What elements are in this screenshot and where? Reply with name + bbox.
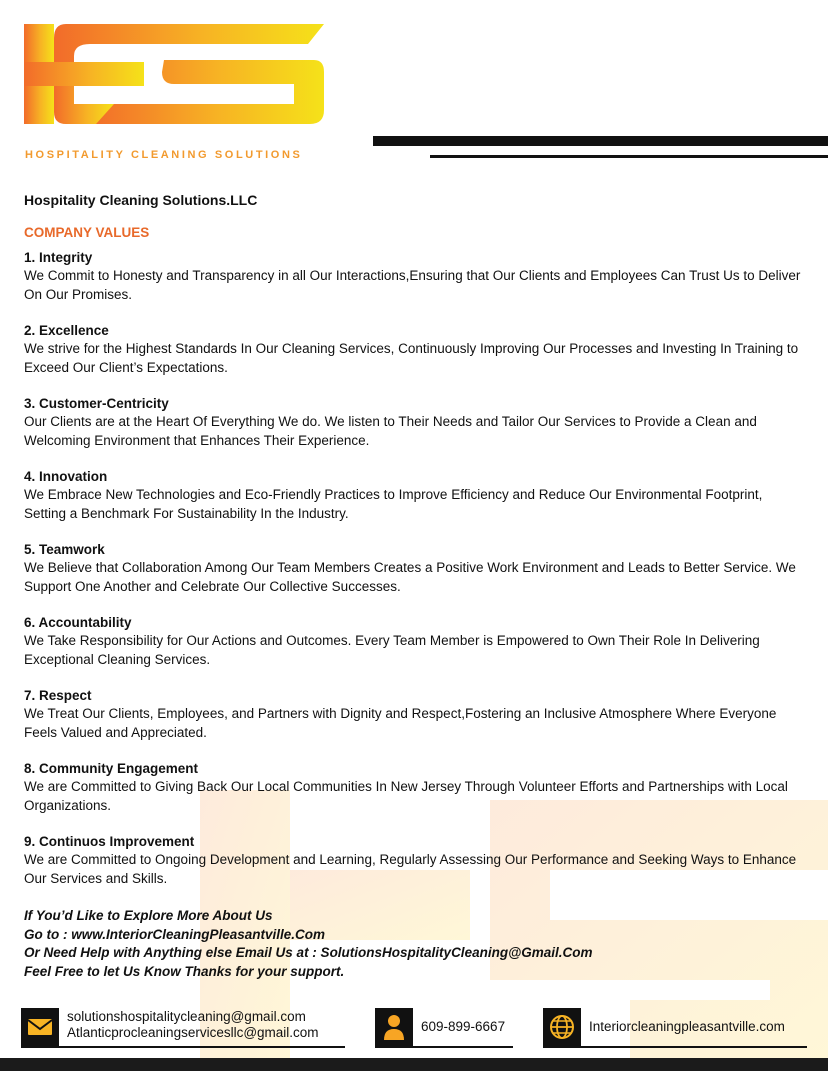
closing-line-website[interactable]: Go to : www.InteriorCleaningPleasantville.Com: [24, 926, 326, 942]
contact-phone: [375, 1008, 505, 1046]
value-title: 9. Continuos Improvement: [24, 834, 195, 849]
person-icon: [375, 1008, 413, 1046]
value-item: [24, 541, 804, 614]
phone-underline: [375, 1046, 513, 1048]
closing-line-email[interactable]: Or Need Help with Anything else Email Us at : SolutionsHospitalityCleaning@Gmail.Com: [24, 945, 593, 960]
header-divider-thin: [430, 155, 828, 158]
value-item: [24, 833, 804, 906]
section-title: COMPANY VALUES: [24, 225, 150, 240]
value-title: 1. Integrity: [24, 250, 93, 265]
value-item: [24, 322, 804, 395]
value-item: [24, 760, 804, 833]
email-underline: [21, 1046, 345, 1048]
values-list: [24, 249, 804, 906]
value-description: We Embrace New Technologies and Eco-Friendly Practices to Improve Efficiency and Reduce Our Environmental Footprint, Setting a Benchmark For Sustainability In the Industry.: [24, 487, 763, 521]
value-description: Our Clients are at the Heart Of Everything We do. We listen to Their Needs and Tailor Our Services to Provide a Clean and Welcoming Environment that Enhances Their Experience.: [24, 414, 757, 448]
closing-line-explore: If You’d Like to Explore More About Us: [24, 908, 273, 923]
footer-bar: [0, 1058, 828, 1071]
header-divider-thick: [373, 136, 828, 146]
closing-message: [24, 907, 593, 981]
contact-website: [543, 1008, 785, 1046]
value-title: 7. Respect: [24, 688, 92, 703]
email-secondary[interactable]: Atlanticprocleaningservicesllc@gmail.com: [67, 1025, 319, 1040]
value-title: 6. Accountability: [24, 615, 132, 630]
value-item: [24, 249, 804, 322]
value-title: 3. Customer-Centricity: [24, 396, 169, 411]
value-item: [24, 614, 804, 687]
brand-tagline: HOSPITALITY CLEANING SOLUTIONS: [25, 149, 303, 161]
contact-email: [21, 1008, 319, 1046]
value-title: 8. Community Engagement: [24, 761, 199, 776]
value-description: We are Committed to Giving Back Our Local Communities In New Jersey Through Volunteer Efforts and Partnerships with Local Organizations.: [24, 779, 788, 813]
value-title: 5. Teamwork: [24, 542, 105, 557]
value-description: We are Committed to Ongoing Development and Learning, Regularly Assessing Our Performance and Seeking Ways to Enhance Our Services and Skills.: [24, 852, 797, 886]
value-description: We Treat Our Clients, Employees, and Partners with Dignity and Respect,Fostering an Inclusive Atmosphere Where Everyone Feels Valued and Appreciated.: [24, 706, 777, 740]
value-description: We Commit to Honesty and Transparency in all Our Interactions,Ensuring that Our Clients and Employees Can Trust Us to Deliver On Our Promises.: [24, 268, 801, 302]
phone-number[interactable]: 609-899-6667: [421, 1019, 506, 1034]
website-link[interactable]: Interiorcleaningpleasantville.com: [589, 1019, 785, 1034]
closing-line-thanks: Feel Free to let Us Know Thanks for your support.: [24, 963, 345, 979]
website-underline: [543, 1046, 807, 1048]
email-primary[interactable]: solutionshospitalitycleaning@gmail.com: [67, 1009, 306, 1024]
value-item: [24, 468, 804, 541]
value-title: 4. Innovation: [24, 469, 108, 484]
value-item: [24, 687, 804, 760]
company-name: Hospitality Cleaning Solutions.LLC: [24, 192, 258, 208]
value-description: We Take Responsibility for Our Actions and Outcomes. Every Team Member is Empowered to Own Their Role In Delivering Exceptional Cleaning Services.: [24, 633, 760, 667]
hcs-logo: [24, 24, 324, 126]
value-title: 2. Excellence: [24, 323, 109, 338]
value-description: We Believe that Collaboration Among Our Team Members Creates a Positive Work Environment and Leads to Better Service. We Support One Another and Celebrate Our Collective Successes.: [24, 560, 796, 594]
value-item: [24, 395, 804, 468]
globe-icon: [543, 1008, 581, 1046]
value-description: We strive for the Highest Standards In Our Cleaning Services, Continuously Improving Our Processes and Investing In Training to Exceed Our Client’s Expectations.: [24, 341, 799, 375]
envelope-icon: [21, 1008, 59, 1046]
